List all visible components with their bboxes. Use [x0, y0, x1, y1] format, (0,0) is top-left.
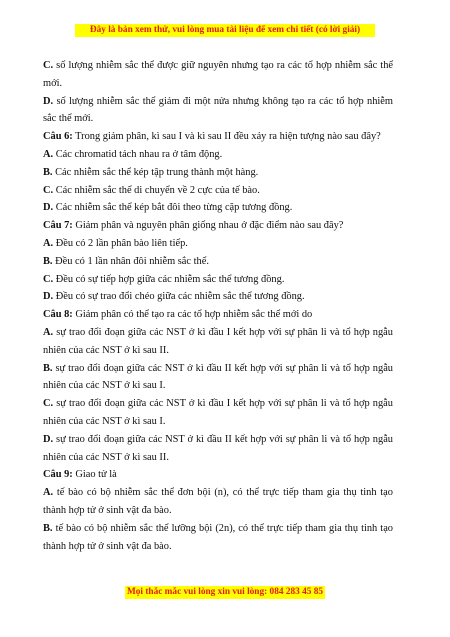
- question: [43, 466, 393, 484]
- option-text: Các chromatid tách nhau ra ở tâm động.: [53, 148, 223, 160]
- question-text: Trong giảm phân, kì sau I và kì sau II đều xảy ra hiện tượng nào sau đây?: [72, 131, 381, 143]
- question-label: Câu 7:: [43, 220, 73, 232]
- answer-option: [43, 146, 393, 164]
- answer-option: [43, 182, 393, 200]
- option-text: Đều có sự trao đổi chéo giữa các nhiễm sắc thể tương đồng.: [53, 291, 305, 303]
- option-text: Các nhiễm sắc thể kép bắt đôi theo từng cặp tương đồng.: [53, 202, 293, 214]
- answer-option: [43, 288, 393, 306]
- option-text: Đều có 2 lần phân bào liên tiếp.: [53, 237, 188, 249]
- option-label: B.: [43, 522, 53, 534]
- question-label: Câu 9:: [43, 469, 73, 481]
- answer-option: [43, 271, 393, 289]
- option-label: A.: [43, 487, 54, 499]
- answer-option: [43, 324, 393, 360]
- option-text: tế bào có bộ nhiễm sắc thể đơn bội (n), có thể trực tiếp tham gia thụ tinh tạo thành hợp tử ở sinh vật đa bào.: [43, 487, 393, 516]
- question: [43, 128, 393, 146]
- option-label: D.: [43, 433, 54, 445]
- question-label: Câu 6:: [43, 131, 73, 143]
- contact-footer: Mọi thắc mắc vui lòng xin vui lòng: 084 283 45 85: [126, 587, 324, 597]
- answer-option: [43, 235, 393, 253]
- option-text: số lượng nhiễm sắc thể giảm đi một nửa nhưng không tạo ra các tổ hợp nhiễm sắc thể mới.: [43, 95, 393, 125]
- option-text: sự trao đổi đoạn giữa các NST ở kì đầu II kết hợp với sự phân li và tổ hợp ngẫu nhiên của các NST ở kì sau II.: [43, 433, 393, 463]
- document-body: [43, 57, 393, 555]
- option-label: B.: [43, 166, 53, 178]
- option-label: A.: [43, 326, 54, 338]
- answer-option: [43, 57, 393, 93]
- answer-option: [43, 484, 393, 520]
- option-text: Các nhiễm sắc thể di chuyển về 2 cực của tế bào.: [53, 184, 260, 196]
- option-label: C.: [43, 273, 54, 285]
- answer-option: [43, 164, 393, 182]
- option-text: số lượng nhiễm sắc thể được giữ nguyên nhưng tạo ra các tổ hợp nhiễm sắc thể mới.: [43, 60, 393, 89]
- question-text: Giảm phân và nguyên phân giống nhau ở đặc điểm nào sau đây?: [72, 220, 344, 232]
- option-label: C.: [43, 184, 54, 196]
- option-text: tế bào có bộ nhiễm sắc thể lưỡng bội (2n), có thể trực tiếp tham gia thụ tinh tạo thành hợp tử ở sinh vật đa bào.: [43, 522, 393, 552]
- option-label: D.: [43, 95, 54, 107]
- option-label: B.: [43, 362, 53, 374]
- option-label: A.: [43, 237, 54, 249]
- option-label: D.: [43, 202, 54, 214]
- option-text: Các nhiễm sắc thể kép tập trung thành một hàng.: [52, 166, 259, 178]
- preview-notice: Đây là bản xem thử, vui lòng mua tài liệu để xem chi tiết (có lời giải): [75, 24, 375, 37]
- answer-option: [43, 199, 393, 217]
- option-text: Đều có sự tiếp hợp giữa các nhiễm sắc thể tương đồng.: [53, 273, 285, 285]
- answer-option: [43, 520, 393, 556]
- question: [43, 306, 393, 324]
- option-label: B.: [43, 255, 53, 267]
- answer-option: [43, 431, 393, 467]
- answer-option: [43, 253, 393, 271]
- option-label: C.: [43, 60, 54, 71]
- option-label: A.: [43, 148, 54, 160]
- option-text: sự trao đổi đoạn giữa các NST ở kì đầu II kết hợp với sự phân li và tổ hợp ngẫu nhiên của các NST ở kì sau I.: [43, 362, 393, 392]
- question: [43, 217, 393, 235]
- option-label: D.: [43, 291, 54, 303]
- question-text: Giảm phân có thể tạo ra các tổ hợp nhiễm sắc thể mới do: [72, 309, 313, 321]
- question-text: Giao tử là: [72, 469, 117, 481]
- option-text: sự trao đổi đoạn giữa các NST ở kì đầu I kết hợp với sự phân li và tổ hợp ngẫu nhiên của các NST ở kì sau I.: [43, 398, 393, 427]
- option-label: C.: [43, 398, 54, 410]
- answer-option: [43, 360, 393, 396]
- option-text: Đều có 1 lần nhân đôi nhiễm sắc thể.: [52, 255, 209, 267]
- answer-option: [43, 395, 393, 431]
- question-label: Câu 8:: [43, 309, 73, 321]
- option-text: sự trao đổi đoạn giữa các NST ở kì đầu I kết hợp với sự phân li và tổ hợp ngẫu nhiên của các NST ở kì sau II.: [43, 326, 393, 356]
- answer-option: [43, 93, 393, 129]
